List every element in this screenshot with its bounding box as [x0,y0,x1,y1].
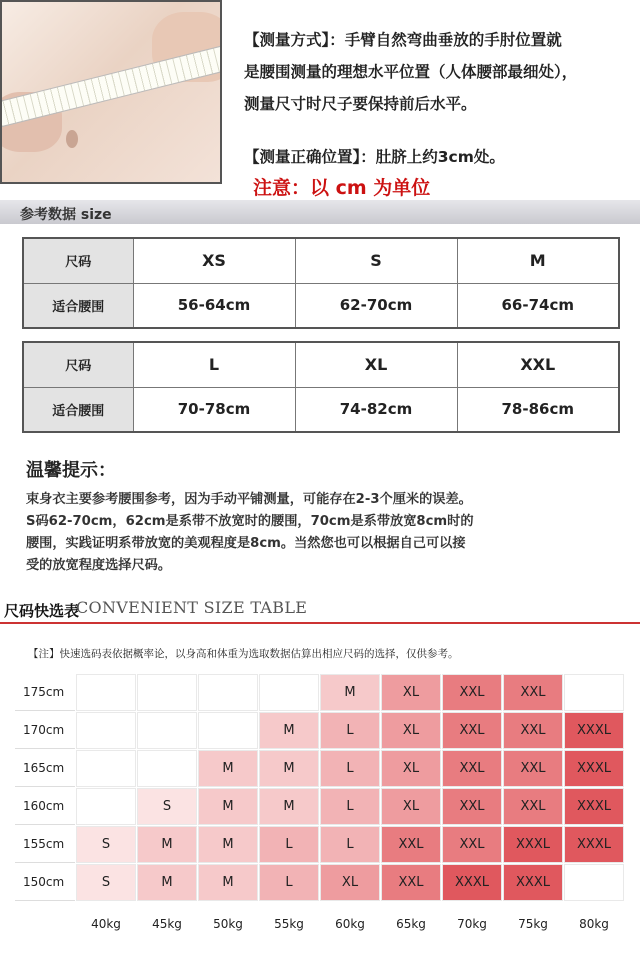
measuring-tape [0,40,222,131]
height-label: 160cm [15,788,75,825]
weight-label: 70kg [442,902,502,946]
navel-mark [66,130,78,148]
tip-title: 温馨提示： [26,460,116,481]
size-cell [76,674,136,711]
tip-line: 束身衣主要参考腰围参考，因为手动平铺测量，可能存在2-3个厘米的误差。 [26,492,472,507]
size-cell: L [320,712,380,749]
grid-row [15,750,624,787]
size-cell: XXXL [564,712,624,749]
size-cell: L [320,826,380,863]
size-value: XXL [457,342,619,387]
measure-method-line: 测量尺寸时尺子要保持前后水平。 [244,95,477,113]
size-cell: M [259,788,319,825]
convenient-title-en: CONVENIENT SIZE TABLE [76,598,308,617]
size-cell: XXXL [442,864,502,901]
tip-line: 受的放宽程度选择尺码。 [26,558,172,573]
weight-label: 55kg [259,902,319,946]
size-cell: XXXL [503,826,563,863]
size-label: 尺码 [23,238,133,283]
measure-method-line: 【测量方式】：手臂自然弯曲垂放的手肘位置就 [244,31,562,49]
size-table-1 [22,237,620,329]
size-cell: M [198,826,258,863]
waist-value: 66-74cm [457,283,619,328]
size-cell: L [320,788,380,825]
size-value: M [457,238,619,283]
size-cell: L [320,750,380,787]
waist-value: 78-86cm [457,387,619,432]
weight-label: 40kg [76,902,136,946]
size-cell [76,788,136,825]
weight-label: 45kg [137,902,197,946]
waist-measurement-photo [0,0,222,184]
size-cell [137,712,197,749]
size-value: L [133,342,295,387]
size-label: 尺码 [23,342,133,387]
size-cell: XXL [442,674,502,711]
grid-row [15,674,624,711]
size-cell: XL [381,750,441,787]
size-cell: M [320,674,380,711]
size-cell [76,750,136,787]
size-cell: M [259,750,319,787]
size-cell: XXXL [564,750,624,787]
waist-label: 适合腰围 [23,283,133,328]
size-value: XL [295,342,457,387]
size-cell: XXL [381,864,441,901]
size-cell: M [198,750,258,787]
size-cell: M [137,864,197,901]
size-cell: XXL [442,788,502,825]
axis-corner [15,902,75,946]
grid-row [15,826,624,863]
size-value: S [295,238,457,283]
size-cell [198,712,258,749]
size-table-2 [22,341,620,433]
size-cell: XL [381,788,441,825]
size-cell: XXL [503,750,563,787]
waist-value: 70-78cm [133,387,295,432]
size-cell: XXL [381,826,441,863]
grid-row [15,788,624,825]
size-cell: XXXL [564,788,624,825]
weight-label: 80kg [564,902,624,946]
measure-position-line: 【测量正确位置】：肚脐上约3cm处。 [244,148,505,166]
size-cell: XXXL [503,864,563,901]
waist-value: 56-64cm [133,283,295,328]
size-cell [564,864,624,901]
size-value: XS [133,238,295,283]
size-cell: L [259,864,319,901]
height-label: 175cm [15,674,75,711]
convenient-title-cn: 尺码快选表 [4,602,80,620]
size-cell: XXL [442,826,502,863]
weight-label: 75kg [503,902,563,946]
height-label: 155cm [15,826,75,863]
size-cell: S [76,864,136,901]
section-divider [0,622,640,624]
size-cell: XXL [442,712,502,749]
size-cell: M [198,864,258,901]
size-cell: XXXL [564,826,624,863]
size-cell: M [198,788,258,825]
waist-label: 适合腰围 [23,387,133,432]
convenient-size-grid [14,673,625,947]
tip-line: S码62-70cm，62cm是系带不放宽时的腰围，70cm是系带放宽8cm时的 [26,514,474,529]
size-cell: M [137,826,197,863]
size-cell [137,674,197,711]
size-cell: XL [381,674,441,711]
reference-title: 参考数据 size [20,207,112,223]
waist-value: 62-70cm [295,283,457,328]
waist-value: 74-82cm [295,387,457,432]
size-cell [198,674,258,711]
size-cell [137,750,197,787]
size-cell: S [137,788,197,825]
size-cell: XXL [503,788,563,825]
size-cell: L [259,826,319,863]
weight-label: 65kg [381,902,441,946]
size-cell: XXL [503,712,563,749]
measure-method-line: 是腰围测量的理想水平位置（人体腰部最细处）， [244,63,578,81]
height-label: 170cm [15,712,75,749]
size-cell [564,674,624,711]
height-label: 150cm [15,864,75,901]
size-cell [259,674,319,711]
size-cell: M [259,712,319,749]
unit-note: 注意：以 cm 为单位 [253,177,431,199]
size-grid-table [14,673,625,947]
size-cell [76,712,136,749]
convenient-note: 【注】快速选码表依据概率论，以身高和体重为选取数据估算出相应尺码的选择，仅供参考。 [28,648,459,660]
size-cell: XXL [503,674,563,711]
height-label: 165cm [15,750,75,787]
grid-row [15,864,624,901]
tip-line: 腰围，实践证明系带放宽的美观程度是8cm。当然您也可以根据自己可以接 [26,536,466,551]
weight-axis-row [15,902,624,946]
grid-row [15,712,624,749]
weight-label: 50kg [198,902,258,946]
size-cell: XL [320,864,380,901]
size-cell: XXL [442,750,502,787]
weight-label: 60kg [320,902,380,946]
size-cell: XL [381,712,441,749]
size-cell: S [76,826,136,863]
